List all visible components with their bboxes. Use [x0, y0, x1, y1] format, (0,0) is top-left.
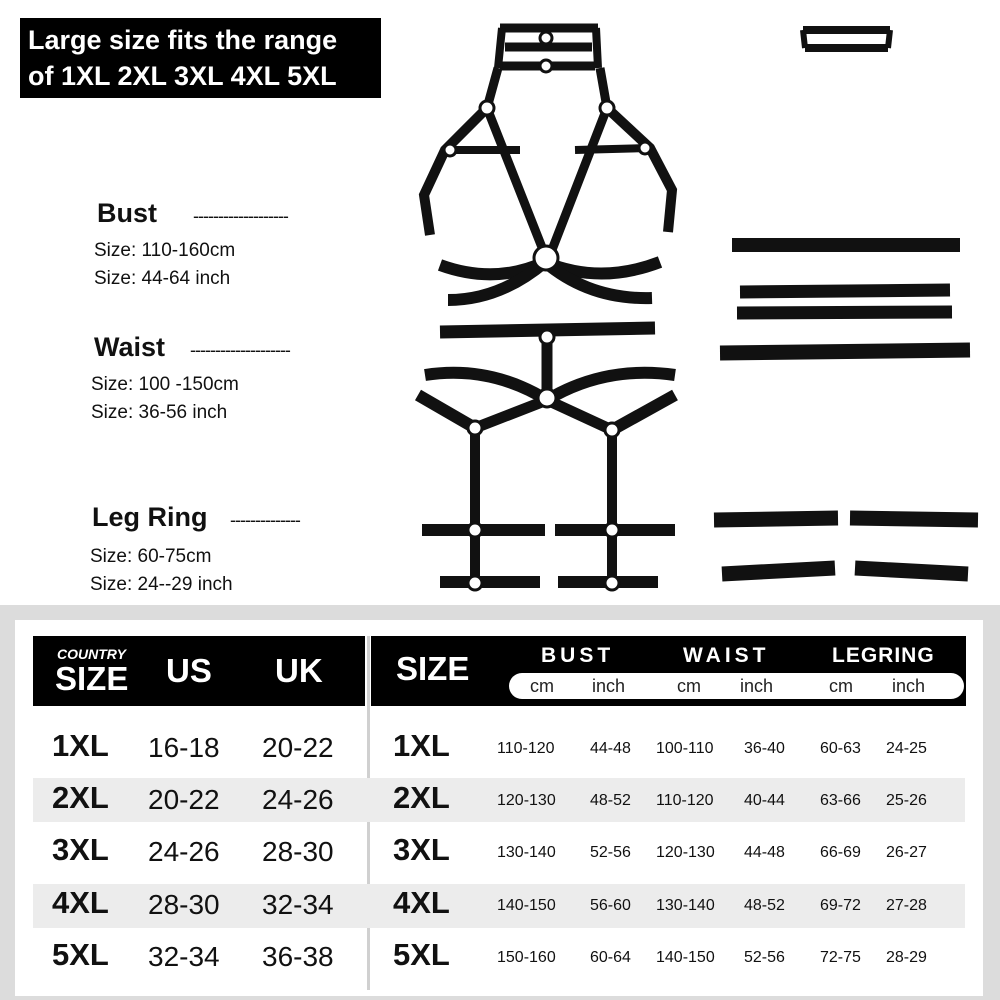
- size-cell-right: 5XL: [393, 937, 450, 972]
- bust-cm-cell: 150-160: [497, 949, 556, 966]
- waist-cm-cell: 100-110: [656, 740, 714, 757]
- uk-size-cell: 32-34: [262, 889, 334, 920]
- waist-cm: Size: 100 -150cm: [91, 374, 239, 395]
- unit-bust-cm: cm: [530, 676, 554, 696]
- size-cell: 2XL: [52, 780, 109, 815]
- uk-size-cell: 28-30: [262, 836, 334, 867]
- leg-ring-cm: Size: 60-75cm: [90, 546, 212, 567]
- waist-inch-cell: 44-48: [744, 844, 785, 861]
- bust-inch: Size: 44-64 inch: [94, 268, 231, 289]
- bust-header: BUST: [541, 644, 615, 667]
- bust-cm-cell: 110-120: [497, 740, 555, 757]
- us-header: US: [166, 652, 212, 689]
- waist-cm-cell: 110-120: [656, 792, 714, 809]
- size-cell-right: 4XL: [393, 885, 450, 920]
- waist-inch-cell: 40-44: [744, 792, 785, 809]
- banner-line-1: Large size fits the range: [28, 25, 338, 55]
- waist-cm-cell: 120-130: [656, 844, 715, 861]
- us-size-cell: 32-34: [148, 941, 220, 972]
- bust-cm: Size: 110-160cm: [94, 240, 236, 261]
- size-cell-right: 3XL: [393, 832, 450, 867]
- leg-cm-cell: 66-69: [820, 844, 861, 861]
- waist-inch-cell: 48-52: [744, 897, 785, 914]
- us-size-cell: 24-26: [148, 836, 220, 867]
- us-size-cell: 20-22: [148, 784, 220, 815]
- size-header: SIZE: [55, 660, 129, 697]
- leg-ring-inch: Size: 24--29 inch: [90, 574, 233, 595]
- banner-line-2: of 1XL 2XL 3XL 4XL 5XL: [28, 61, 337, 91]
- leg-inch-cell: 27-28: [886, 897, 927, 914]
- waist-inch-cell: 52-56: [744, 949, 785, 966]
- leg-cm-cell: 60-63: [820, 740, 861, 757]
- waist-inch-cell: 36-40: [744, 740, 785, 757]
- leg-cm-cell: 63-66: [820, 792, 861, 809]
- bust-inch-cell: 44-48: [590, 740, 631, 757]
- unit-bust-inch: inch: [592, 676, 626, 696]
- bust-inch-cell: 48-52: [590, 792, 631, 809]
- harness-illustration: [400, 0, 1000, 605]
- unit-leg-inch: inch: [892, 676, 926, 696]
- size-range-banner: [20, 18, 381, 98]
- bust-inch-cell: 52-56: [590, 844, 631, 861]
- bust-cm-cell: 120-130: [497, 792, 556, 809]
- leg-inch-cell: 28-29: [886, 949, 927, 966]
- waist-title: Waist: [94, 332, 166, 362]
- leg-cm-cell: 72-75: [820, 949, 861, 966]
- bust-cm-cell: 130-140: [497, 844, 556, 861]
- size-cell: 5XL: [52, 937, 109, 972]
- leg-ring-title: Leg Ring: [92, 502, 208, 532]
- country-header: COUNTRY: [57, 646, 126, 662]
- leg-inch-cell: 26-27: [886, 844, 927, 861]
- size-cell: 1XL: [52, 728, 109, 763]
- us-size-cell: 28-30: [148, 889, 220, 920]
- waist-dash: --------------------: [190, 340, 290, 360]
- size-cell: 3XL: [52, 832, 109, 867]
- bust-inch-cell: 56-60: [590, 897, 631, 914]
- leg-cm-cell: 69-72: [820, 897, 861, 914]
- leg-ring-dash: --------------: [230, 510, 300, 530]
- waist-cm-cell: 140-150: [656, 949, 715, 966]
- size-header-right: SIZE: [396, 650, 470, 687]
- bust-title: Bust: [97, 198, 157, 228]
- legring-header: LEGRING: [832, 644, 935, 667]
- uk-header: UK: [275, 652, 323, 689]
- leg-inch-cell: 24-25: [886, 740, 927, 757]
- leg-inch-cell: 25-26: [886, 792, 927, 809]
- uk-size-cell: 20-22: [262, 732, 334, 763]
- size-cell-right: 1XL: [393, 728, 450, 763]
- waist-inch: Size: 36-56 inch: [91, 402, 228, 423]
- unit-leg-cm: cm: [829, 676, 853, 696]
- uk-size-cell: 36-38: [262, 941, 334, 972]
- bust-dash: -------------------: [193, 206, 288, 226]
- waist-header: WAIST: [683, 644, 770, 667]
- us-size-cell: 16-18: [148, 732, 220, 763]
- unit-waist-cm: cm: [677, 676, 701, 696]
- uk-size-cell: 24-26: [262, 784, 334, 815]
- size-cell: 4XL: [52, 885, 109, 920]
- bust-cm-cell: 140-150: [497, 897, 556, 914]
- waist-cm-cell: 130-140: [656, 897, 715, 914]
- bust-inch-cell: 60-64: [590, 949, 631, 966]
- size-cell-right: 2XL: [393, 780, 450, 815]
- unit-waist-inch: inch: [740, 676, 774, 696]
